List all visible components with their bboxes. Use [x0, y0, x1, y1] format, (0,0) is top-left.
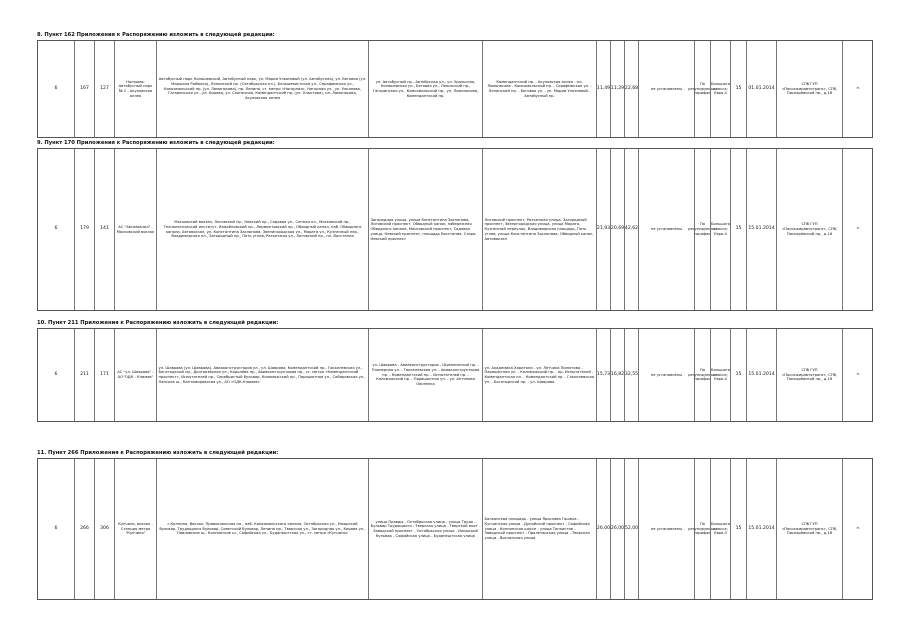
route-table-row	[37, 328, 873, 422]
carrier-cell: СПб ГУП «Пассажиравтотранс», СПб, Пискарёвский пр., д.16	[776, 329, 842, 421]
route-number-cell: 179	[74, 149, 94, 310]
carrier-cell: СПб ГУП «Пассажиравтотранс», СПб, Пискарёвский пр., д.16	[776, 41, 842, 137]
row-number-cell: 6	[54, 226, 58, 232]
length-back-cell: 20,69	[610, 149, 624, 310]
length-total-cell: 52,00	[624, 459, 638, 599]
register-number-cell: 127	[94, 41, 114, 137]
route-name-cell: Ноляшев-Автобусный парк № 2 - Акуловская аллея	[114, 41, 156, 137]
tariff-regime-cell: По регулируемым тарифам	[694, 41, 710, 137]
register-number-cell: 171	[94, 329, 114, 421]
carrier-cell: СПб ГУП «Пассажиравтотранс», СПб, Пискарёвский пр., д.16	[776, 149, 842, 310]
route-name-cell: АС "ул. Шаврова" - АО"ОДК - Климов"	[114, 329, 156, 421]
stops-order-cell: не установлены	[638, 41, 694, 137]
start-date-cell: 15.01.2014	[746, 329, 776, 421]
route-streets-back-cell: Балканская площадь - улица Ярослава Гашека - Купчинская улица - Дунайский проспект - Софийская улица - Колпинское шоссе - улица Танкистов - Заводской проспект - Пролетарская улица - Тверская улица - Вокзальная улица	[482, 459, 596, 599]
length-forward-cell: 26,00	[596, 459, 610, 599]
row-number-cell: 6	[54, 525, 58, 531]
stops-order-cell: не установлены	[638, 459, 694, 599]
route-table-row	[37, 458, 873, 600]
route-number-cell: 211	[74, 329, 94, 421]
length-back-cell: 11,29	[610, 41, 624, 137]
carrier-cell: СПб ГУП «Пассажиравтотранс», СПб, Пискарёвский пр., д.16	[776, 459, 842, 599]
tariff-regime-cell: По регулируемым тарифам	[694, 329, 710, 421]
route-name-cell: АС "Автовокзал" - Московский вокзал	[114, 149, 156, 310]
vehicle-class-cell: Большого класса; Евро-4	[710, 41, 730, 137]
route-table-row	[37, 148, 873, 311]
start-date-cell: 15.01.2014	[746, 459, 776, 599]
vehicle-count-cell: 15	[730, 329, 746, 421]
route-streets-back-cell: ул. Академика Харитона - ул. Летчика Пилютова - Парашютная ул. - Коломяжский пр. - пр. Испытателей - Комендантская пл. - Комендантский пр. - Гаккелевская ул. - Богатырский пр. - ул. Шаврова	[482, 329, 596, 421]
section-heading: 10. Пункт 211 Приложения к Распоряжению изложить в следующей редакции:	[37, 320, 279, 326]
section-heading: 11. Пункт 266 Приложения к Распоряжению изложить в следующей редакции:	[37, 450, 279, 456]
tariff-regime-cell: По регулируемым тарифам	[694, 149, 710, 310]
row-end-cell: ».	[842, 329, 874, 421]
length-back-cell: 26,00	[610, 459, 624, 599]
route-table-row	[37, 40, 873, 138]
row-number-cell: 6	[54, 371, 58, 377]
route-stops-cell: Московский вокзал, Лиговский пр., Невский пр., Садовая ул., Сенная пл., Московский пр., Технологический институт, Измайловский пр., Лермонтовский пр., Обводный канал, наб. Обводного канала, Автовокзал, ул. Константина Заслонова, Звенигородская ул., Марата ул., Кузнечный пер., Владимирская пл., Загородный пр., Пять углов, Разъезжая ул., Лиговский пр., пл. Восстания	[156, 149, 368, 310]
section-heading: 9. Пункт 170 Приложения к Распоряжению изложить в следующей редакции:	[37, 140, 275, 146]
length-total-cell: 22,68	[624, 41, 638, 137]
route-streets-forward-cell: ул. Автобусный пр., Автобусная ул., ул. Уральская, Ноляшевская ул., Беговая ул., Ленинский пр., Гагаринская ул., Комсомольский пр., ул. Ломоносова, Комендантский пр.	[368, 41, 482, 137]
length-forward-cell: 21,93	[596, 149, 610, 310]
vehicle-class-cell: Большого класса; Евро-4	[710, 329, 730, 421]
vehicle-count-cell: 15	[730, 149, 746, 310]
register-number-cell: 306	[94, 459, 114, 599]
vehicle-count-cell: 15	[730, 41, 746, 137]
vehicle-class-cell: Большого класса; Евро-3	[710, 459, 730, 599]
start-date-cell: 01.01.2014	[746, 41, 776, 137]
length-back-cell: 16,82	[610, 329, 624, 421]
start-date-cell: 15.01.2014	[746, 149, 776, 310]
route-streets-forward-cell: улица Правды - Октябрьская улица - улица Труда - Бульвар Трудящихся - Тверская улица - Тверской мост - Заводской проспект - Октябрьская улица - Ижорский бульвар - Софийская улица - Будапештская улица	[368, 459, 482, 599]
row-end-cell: ».	[842, 149, 874, 310]
route-stops-cell: Автобусный парк Ноляшевский, Автобусный парк, ул. Марии Ульяновой (ул. Автобусная), ул. Беговая (ул. Маршала Рыбалко), Ленинский пр. (Октябрьская пл.), Большевистская ул., Серафимская ул., Комсомольский пр. (ул. Ломоносова), пр. Ленина, ст. метро «Нагорная», Нагорная ул., ул. Ульянова, Гагаринская ул., ул. Кирова, ул. Солнечная, Комендантский пр. (ул. Хлыстова), пл. Ломоносова, Акуловская аллея	[156, 41, 368, 137]
vehicle-class-cell: Большого класса; Евро-4	[710, 149, 730, 310]
stops-order-cell: не установлены	[638, 149, 694, 310]
length-total-cell: 32,55	[624, 329, 638, 421]
route-number-cell: 266	[74, 459, 94, 599]
route-number-cell: 167	[74, 41, 94, 137]
route-stops-cell: ул. Шаврова (ул. Шаврова), Авиаконструкторов ул., ул. Шаврова, Комендантский пр., Гаккелевская ул., Богатырский пр., Долгоозёрная ул., Королёва пр., Авиаконструкторов пр., ст. метро «Комендантский проспект», Испытателей пр., Серебристый бульвар, Коломяжский пр., Парашютная ул., Сабировская ул., Ланское ш., Кантемировская ул., АО «ОДК-Климов»	[156, 329, 368, 421]
row-number-cell: 6	[54, 85, 58, 91]
length-forward-cell: 15,73	[596, 329, 610, 421]
vehicle-count-cell: 15	[730, 459, 746, 599]
row-end-cell: ».	[842, 41, 874, 137]
row-end-cell: ».	[842, 459, 874, 599]
route-streets-back-cell: Лиговский проспект, Разъезжая улица, Загородный проспект, Звенигородская улица, улица Марата, Кузнечный переулок, Владимирская площадь, Пять углов, улица Константина Заслонова, Обводный канал, Автовокзал	[482, 149, 596, 310]
route-stops-cell: г.Колпино, Вокзал, Привокзальная пл., наб. Комсомольского канала, Октябрьская ул., Ижорский бульвар, Трудящихся бульвар, Советский бульвар, Ленина пр., Тверская ул., Загородная ул., Кирова ул., Павловское ш., Колпинское ш., Софийская ул., Будапештская ул., ст. метро «Купчино»	[156, 459, 368, 599]
stops-order-cell: не установлены	[638, 329, 694, 421]
section-heading: 8. Пункт 162 Приложения к Распоряжению изложить в следующей редакции:	[37, 32, 275, 38]
route-name-cell: Купчино, вокзал - Станция метро "Купчино"	[114, 459, 156, 599]
tariff-regime-cell: По регулируемым тарифам	[694, 459, 710, 599]
route-streets-back-cell: Комендантский пр. - Акуловская аллея - пл. Ломоносова - Комсомольский пр. - Серафимская ул. - Ленинский пр. - Беговая ул. - ул. Марии Ульяновой - Автобусный пр.	[482, 41, 596, 137]
length-total-cell: 42,62	[624, 149, 638, 310]
route-streets-forward-cell: ул. Шаврова - Авиаконструкторов - Шувалинский пр. - Планерная ул. - Гаккелевская ул. - Авиаконструкторов пр. - Комендантский пр. - Испытателей пр. - Коломяжский пр. - Парашютная ул. - ул. Антонова Овсеенко	[368, 329, 482, 421]
register-number-cell: 141	[94, 149, 114, 310]
length-forward-cell: 11,49	[596, 41, 610, 137]
route-streets-forward-cell: Загородная улица, улица Константина Заслонова, Лиговский проспект, Обводный канал, набережная Обводного канала, Московский проспект, Садовая улица, Невский проспект, площадь Восстания, Старо-Невский проспект	[368, 149, 482, 310]
